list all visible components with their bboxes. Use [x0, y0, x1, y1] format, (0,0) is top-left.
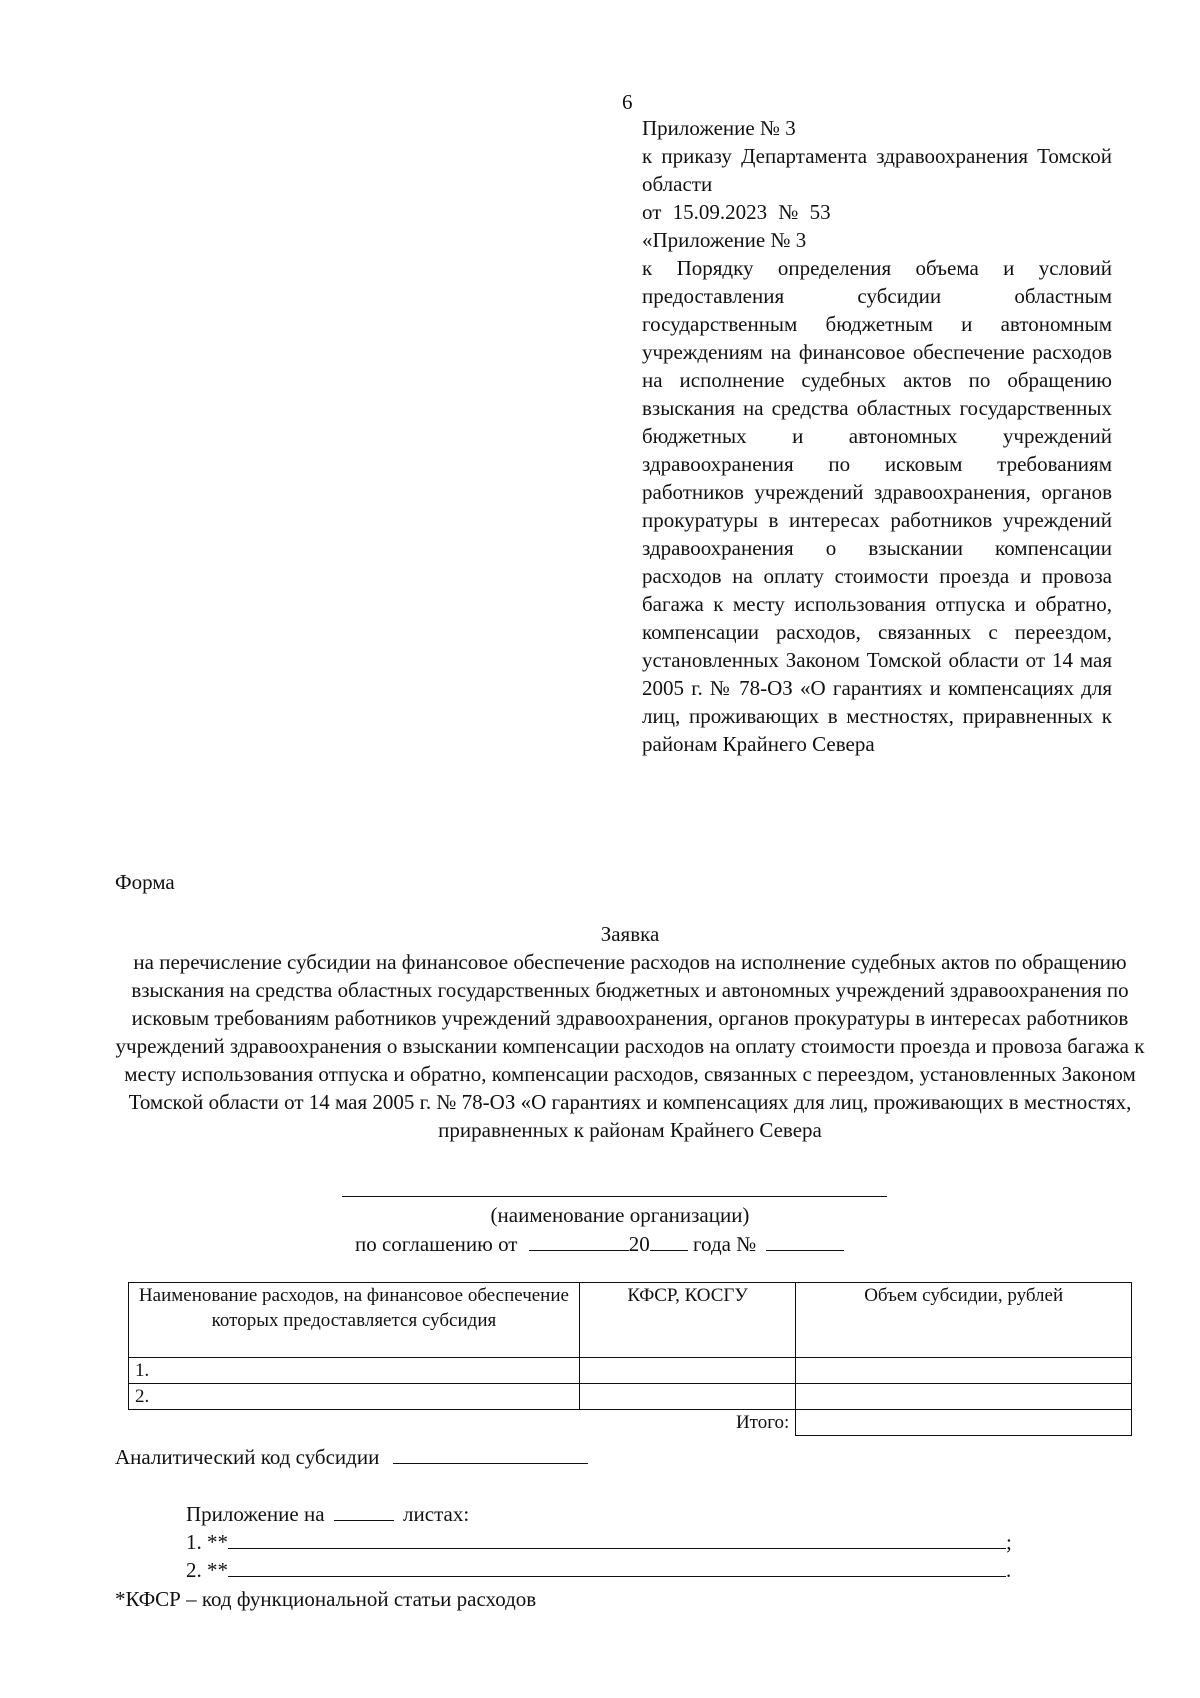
attachments-header — [186, 1500, 1012, 1528]
organization-field — [340, 1190, 900, 1229]
attachment-item — [186, 1528, 1012, 1556]
agreement-prefix: по соглашению от — [355, 1232, 518, 1256]
form-label: Форма — [115, 870, 175, 894]
agreement-year-suffix: года № — [692, 1232, 757, 1256]
row-expense-cell[interactable]: 1. — [129, 1358, 580, 1384]
row-kfsr-cell[interactable] — [579, 1358, 795, 1384]
annex-line: Приложение № 3 — [642, 116, 796, 140]
agreement-year-blank[interactable] — [650, 1230, 688, 1251]
row-expense-cell[interactable]: 2. — [129, 1384, 580, 1410]
annex-line: к приказу Департамента здравоохранения Томской области — [642, 144, 1112, 196]
sheet-count-blank[interactable] — [334, 1500, 394, 1521]
organization-caption: (наименование организации) — [490, 1203, 750, 1227]
organization-name-line[interactable] — [342, 1190, 887, 1197]
agreement-row — [355, 1230, 844, 1258]
row-amount-cell[interactable] — [796, 1384, 1132, 1410]
annex-line: от 15.09.2023 № 53 — [642, 200, 831, 224]
analytic-code-label: Аналитический код субсидии — [115, 1445, 380, 1469]
table-row — [129, 1358, 1132, 1384]
agreement-year-prefix: 20 — [628, 1232, 650, 1256]
header-expense-name: Наименование расходов, на финансовое обеспечение которых предоставляется субсидия — [129, 1283, 580, 1358]
attachments-suffix: листах: — [403, 1502, 470, 1526]
agreement-date-blank[interactable] — [529, 1230, 629, 1251]
request-body: на перечисление субсидии на финансовое обеспечение расходов на исполнение судебных актов по обращению взыскания на средства областных государственных бюджетных и автономных учреждений здравоохранения по исковым требованиям работников учреждений здравоохранения, органов прокуратуры в интересах работников учреждений здравоохранения о взыскании компенсации расходов на оплату стоимости проезда и провоза багажа к месту использования отпуска и обратно, компенсации расходов, связанных с переездом, установленных Законом Томской области от 14 мая 2005 г. № 78-ОЗ «О гарантиях и компенсациях для лиц, проживающих в местностях, приравненных к районам Крайнего Севера — [115, 950, 1145, 1142]
attachment-number: 1. — [186, 1530, 202, 1554]
request-title: Заявка — [600, 922, 660, 946]
request-heading — [110, 920, 1150, 1144]
attachment-number: 2. — [186, 1558, 202, 1582]
attachments-block — [186, 1500, 1012, 1584]
attachment-mark: ** — [207, 1558, 228, 1582]
annex-header — [642, 114, 1112, 758]
table-row — [129, 1384, 1132, 1410]
attachments-prefix: Приложение на — [186, 1502, 325, 1526]
table-total-row — [129, 1410, 1132, 1436]
row-kfsr-cell[interactable] — [579, 1384, 795, 1410]
table-header-row — [129, 1283, 1132, 1358]
total-label: Итого: — [129, 1410, 796, 1436]
analytic-code-blank[interactable] — [393, 1443, 588, 1464]
attachment-end: ; — [1006, 1530, 1012, 1554]
row-amount-cell[interactable] — [796, 1358, 1132, 1384]
header-subsidy-amount: Объем субсидии, рублей — [796, 1283, 1132, 1358]
page-number: 6 — [622, 90, 633, 114]
attachment-end: . — [1006, 1558, 1012, 1582]
annex-line: к Порядку определения объема и условий предоставления субсидии областным государственным бюджетным и автономным учреждениям на финансовое обеспечение расходов на исполнение судебных актов по обращению взыскания на средства областных государственных бюджетных и автономных учреждений здравоохранения по исковым требованиям работников учреждений здравоохранения, органов прокуратуры в интересах работников учреждений здравоохранения о взыскании компенсации расходов на оплату стоимости проезда и провоза багажа к месту использования отпуска и обратно, компенсации расходов, связанных с переездом, установленных Законом Томской области от 14 мая 2005 г. № 78-ОЗ «О гарантиях и компенсациях для лиц, проживающих в местностях, приравненных к районам Крайнего Севера — [642, 256, 1112, 756]
footnote: *КФСР – код функциональной статьи расходов — [115, 1587, 537, 1611]
annex-line: «Приложение № 3 — [642, 228, 807, 252]
total-amount-cell[interactable] — [796, 1410, 1132, 1436]
attachment-blank[interactable] — [228, 1528, 1006, 1549]
analytic-code-row — [115, 1443, 588, 1471]
attachment-item — [186, 1556, 1012, 1584]
header-kfsr-kosgu: КФСР, КОСГУ — [579, 1283, 795, 1358]
attachment-blank[interactable] — [228, 1556, 1006, 1577]
subsidy-table — [128, 1282, 1132, 1436]
attachment-mark: ** — [207, 1530, 228, 1554]
agreement-number-blank[interactable] — [766, 1230, 844, 1251]
